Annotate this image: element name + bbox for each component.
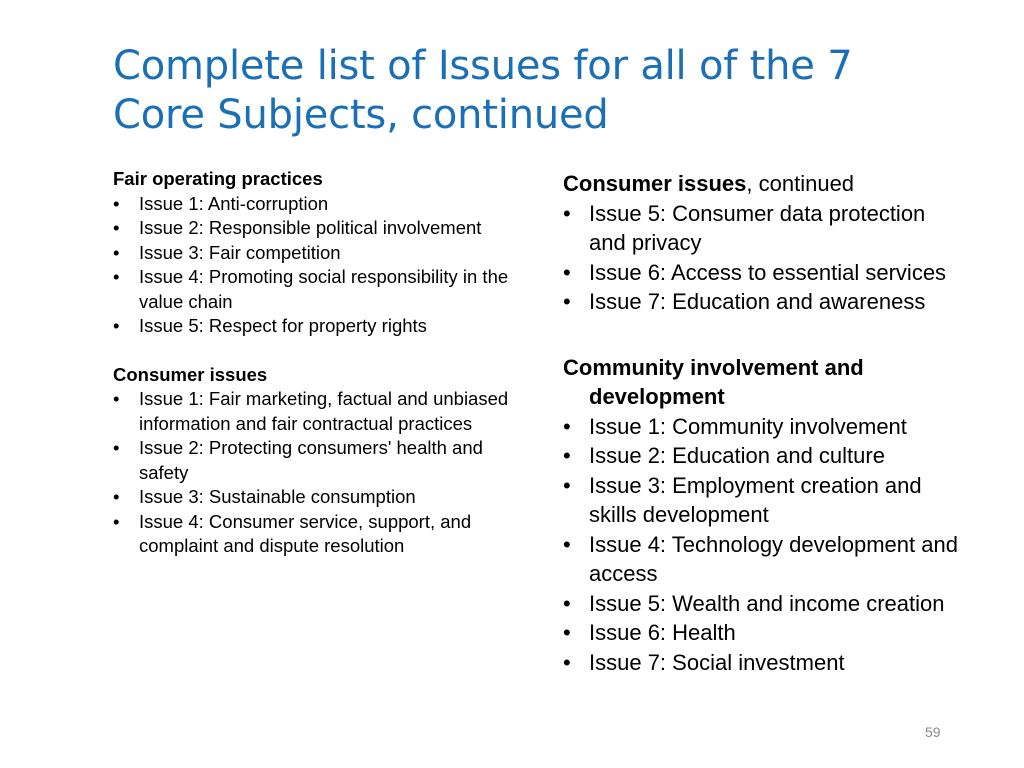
list-item: • Issue 6: Access to essential services: [563, 258, 963, 288]
list-item: • Issue 3: Sustainable consumption: [113, 485, 518, 510]
section-heading: Fair operating practices: [113, 168, 323, 189]
left-column: [113, 167, 518, 559]
list-item: • Issue 7: Education and awareness: [563, 287, 963, 317]
list-item: • Issue 1: Anti-corruption: [113, 192, 518, 217]
slide-title-line-1: Complete list of Issues for all of the 7: [113, 43, 853, 89]
issue-list: [113, 387, 518, 559]
issue-list: [563, 199, 963, 317]
bullet-icon: •: [113, 241, 120, 263]
bullet-icon: •: [113, 388, 120, 409]
list-item: • Issue 4: Promoting social responsibility in the value chain: [113, 266, 509, 312]
list-item: • Issue 3: Fair competition: [113, 241, 518, 266]
section-consumer-issues: [113, 363, 518, 559]
list-item: • Issue 2: Responsible political involvement: [113, 216, 518, 241]
bullet-icon: •: [563, 531, 571, 557]
list-item: • Issue 4: Technology development and access: [563, 531, 958, 586]
list-item: • Issue 5: Respect for property rights: [113, 314, 518, 339]
list-item: • Issue 2: Education and culture: [563, 441, 963, 471]
list-item: • Issue 1: Community involvement: [563, 412, 963, 442]
list-item: • Issue 5: Wealth and income creation: [563, 589, 963, 619]
page-number: 59: [925, 724, 941, 740]
bullet-icon: •: [563, 259, 571, 285]
bullet-icon: •: [563, 443, 571, 468]
bullet-icon: •: [563, 649, 571, 675]
bullet-icon: •: [563, 289, 571, 314]
list-item: • Issue 5: Consumer data protection and privacy: [563, 200, 926, 255]
section-fair-operating-practices: [113, 167, 518, 339]
bullet-icon: •: [113, 266, 120, 287]
section-heading: Consumer issues: [113, 363, 268, 385]
bullet-icon: •: [563, 590, 571, 616]
list-item: • Issue 7: Social investment: [563, 648, 963, 678]
section-consumer-issues-continued: [563, 169, 963, 317]
right-column: [563, 169, 963, 677]
bullet-icon: •: [563, 620, 571, 645]
section-heading: Consumer issues: [563, 171, 747, 196]
bullet-icon: •: [113, 486, 120, 507]
bullet-icon: •: [563, 472, 571, 498]
bullet-icon: •: [113, 437, 120, 458]
issue-list: [563, 412, 963, 678]
section-heading: Community involvement and development: [563, 354, 864, 409]
section-heading-suffix: , continued: [746, 171, 855, 196]
slide-title-line-2: Core Subjects, continued: [113, 92, 609, 138]
list-item: • Issue 6: Health: [563, 618, 963, 648]
bullet-icon: •: [563, 413, 571, 439]
issue-list: [113, 192, 518, 339]
slide-title: [113, 42, 973, 140]
bullet-icon: •: [563, 200, 571, 226]
bullet-icon: •: [113, 192, 120, 214]
list-item: • Issue 3: Employment creation and skills development: [563, 472, 922, 527]
bullet-icon: •: [113, 510, 120, 532]
bullet-icon: •: [113, 315, 120, 336]
list-item: • Issue 1: Fair marketing, factual and unbiased information and fair contractual practices: [113, 388, 509, 434]
list-item: • Issue 4: Consumer service, support, and complaint and dispute resolution: [113, 510, 472, 556]
list-item: • Issue 2: Protecting consumers' health and safety: [113, 437, 483, 483]
bullet-icon: •: [113, 217, 120, 238]
section-community-involvement: [563, 353, 963, 678]
